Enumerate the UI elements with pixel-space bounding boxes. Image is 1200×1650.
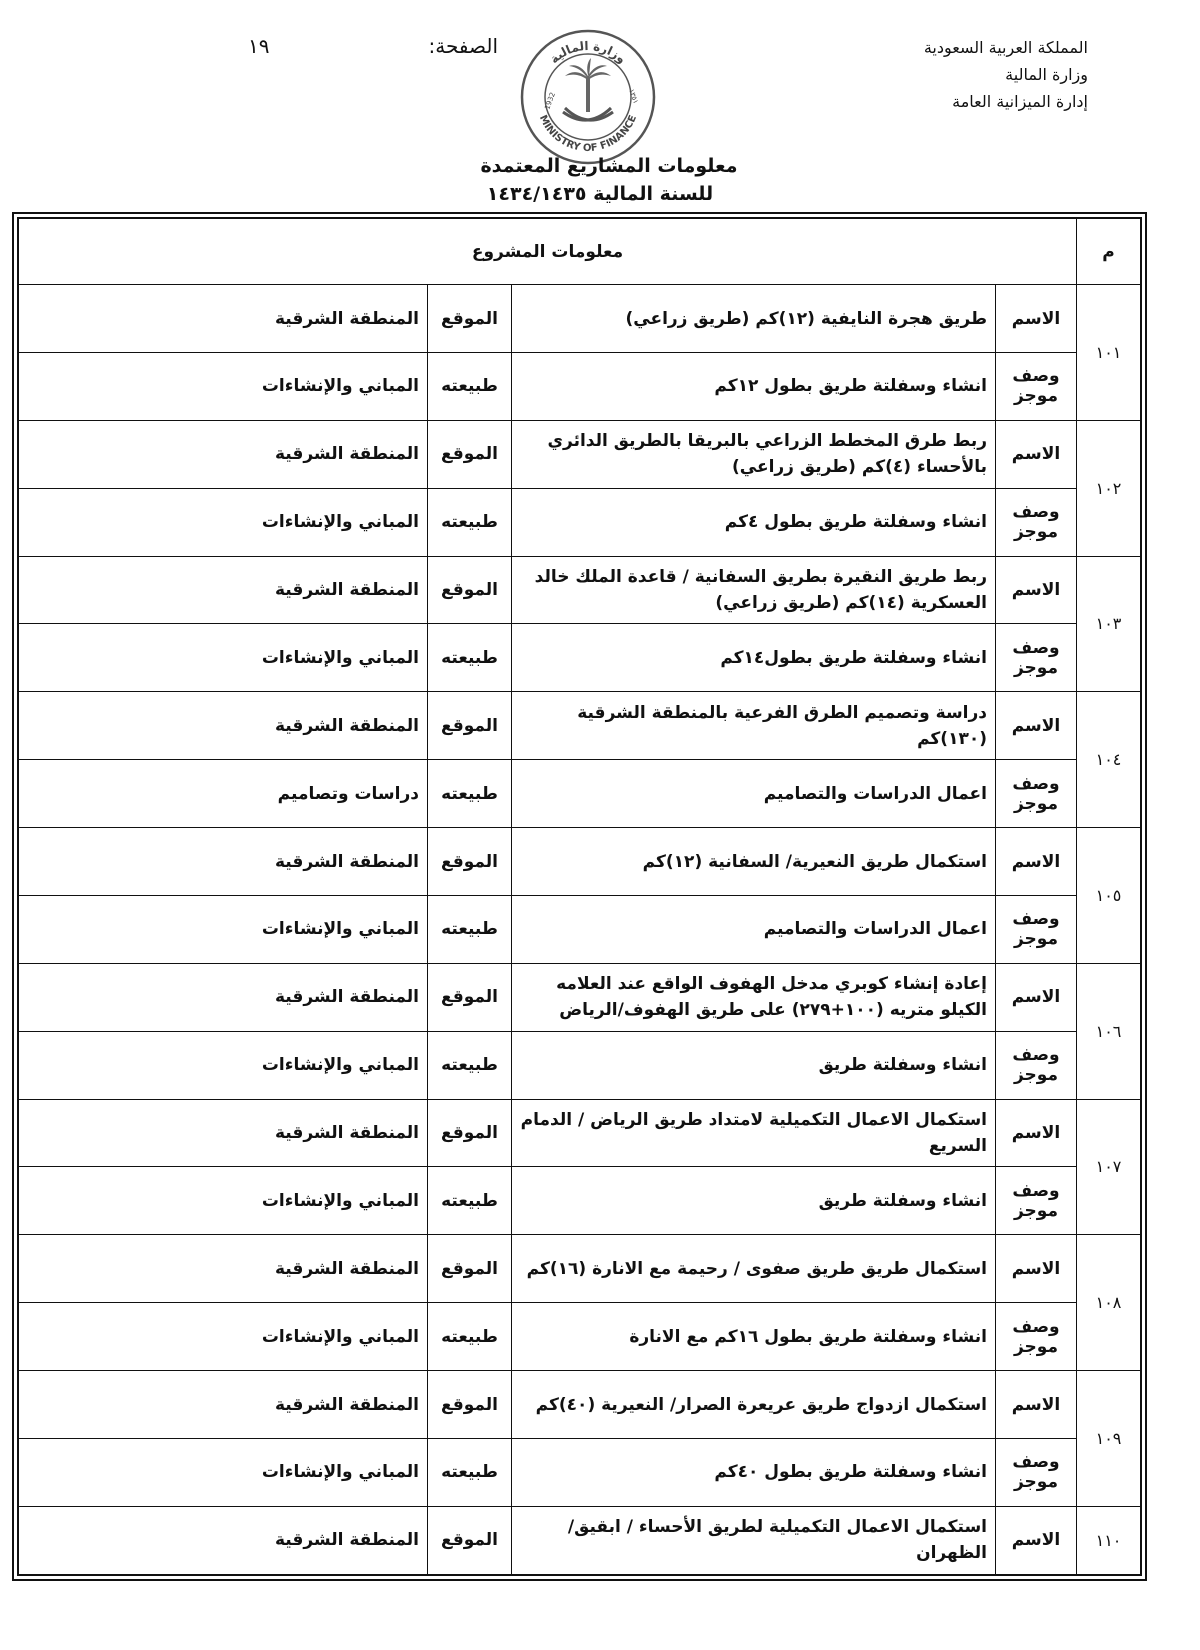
project-name: استكمال طريق النعيرية/ السفانية (١٢)كم (512, 828, 996, 896)
project-location: المنطقة الشرقية (19, 692, 428, 760)
svg-text:وزارة المالية (547, 39, 629, 67)
table-row (19, 1167, 1141, 1235)
project-nature: المباني والإنشاءات (19, 1303, 428, 1371)
project-name: طريق هجرة النايفية (١٢)كم (طريق زراعي) (512, 285, 996, 353)
label-nature: طبيعته (428, 1031, 512, 1099)
label-name: الاسم (996, 1506, 1077, 1574)
table-row (19, 895, 1141, 963)
table-row (19, 1371, 1141, 1439)
project-number: ١٠٧ (1077, 1099, 1141, 1235)
table-row (19, 828, 1141, 896)
label-name: الاسم (996, 1235, 1077, 1303)
table-row (19, 1303, 1141, 1371)
project-nature: المباني والإنشاءات (19, 1438, 428, 1506)
project-nature: المباني والإنشاءات (19, 488, 428, 556)
project-number: ١٠١ (1077, 285, 1141, 421)
project-number: ١٠٩ (1077, 1371, 1141, 1507)
logo-arabic-text: وزارة المالية (547, 38, 629, 67)
project-nature: دراسات وتصاميم (19, 760, 428, 828)
project-description: اعمال الدراسات والتصاميم (512, 760, 996, 828)
project-nature: المباني والإنشاءات (19, 1167, 428, 1235)
logo-english-text: MINISTRY OF FINANCE (536, 113, 640, 155)
label-nature: طبيعته (428, 895, 512, 963)
table-row (19, 420, 1141, 488)
org-line-ministry: وزارة المالية (1005, 65, 1088, 84)
label-description: وصف موجز (996, 1167, 1077, 1235)
table-row (19, 760, 1141, 828)
project-name: ربط طريق النقيرة بطريق السفانية / قاعدة الملك خالد العسكرية (١٤)كم (طريق زراعي) (512, 556, 996, 624)
project-description: انشاء وسفلتة طريق بطول ١٦كم مع الانارة (512, 1303, 996, 1371)
project-description: اعمال الدراسات والتصاميم (512, 895, 996, 963)
projects-table-frame (12, 212, 1147, 1581)
label-description: وصف موجز (996, 760, 1077, 828)
label-location: الموقع (428, 420, 512, 488)
project-number: ١٠٨ (1077, 1235, 1141, 1371)
project-description: انشاء وسفلتة طريق بطول ٤٠كم (512, 1438, 996, 1506)
page-label: الصفحة: (428, 34, 498, 58)
table-row (19, 352, 1141, 420)
project-nature: المباني والإنشاءات (19, 624, 428, 692)
table-row (19, 624, 1141, 692)
label-description: وصف موجز (996, 1303, 1077, 1371)
table-row (19, 1099, 1141, 1167)
table-row (19, 1506, 1141, 1574)
label-description: وصف موجز (996, 352, 1077, 420)
label-description: وصف موجز (996, 624, 1077, 692)
project-nature: المباني والإنشاءات (19, 1031, 428, 1099)
project-location: المنطقة الشرقية (19, 1235, 428, 1303)
project-number: ١١٠ (1077, 1506, 1141, 1574)
table-row (19, 692, 1141, 760)
project-name: استكمال طريق طريق صفوى / رحيمة مع الانارة (١٦)كم (512, 1235, 996, 1303)
palm-swords-emblem-icon (563, 58, 613, 120)
project-number: ١٠٥ (1077, 828, 1141, 964)
label-name: الاسم (996, 285, 1077, 353)
label-location: الموقع (428, 963, 512, 1031)
label-location: الموقع (428, 1506, 512, 1574)
project-name: دراسة وتصميم الطرق الفرعية بالمنطقة الشرقية (١٣٠)كم (512, 692, 996, 760)
label-nature: طبيعته (428, 760, 512, 828)
project-name: استكمال ازدواج طريق عريعرة الصرار/ النعيرية (٤٠)كم (512, 1371, 996, 1439)
project-name: استكمال الاعمال التكميلية لطريق الأحساء / ابقيق/ الظهران (512, 1506, 996, 1574)
project-description: انشاء وسفلتة طريق (512, 1031, 996, 1099)
label-description: وصف موجز (996, 1438, 1077, 1506)
project-nature: المباني والإنشاءات (19, 352, 428, 420)
table-row (19, 1235, 1141, 1303)
project-number: ١٠٤ (1077, 692, 1141, 828)
table-row (19, 963, 1141, 1031)
label-nature: طبيعته (428, 352, 512, 420)
page-number: ١٩ (248, 34, 270, 58)
label-nature: طبيعته (428, 624, 512, 692)
project-location: المنطقة الشرقية (19, 1506, 428, 1574)
projects-table (18, 218, 1141, 1575)
project-location: المنطقة الشرقية (19, 963, 428, 1031)
label-name: الاسم (996, 556, 1077, 624)
logo-year-left: 1932 (543, 91, 557, 111)
label-name: الاسم (996, 692, 1077, 760)
project-location: المنطقة الشرقية (19, 420, 428, 488)
table-row (19, 285, 1141, 353)
label-nature: طبيعته (428, 1438, 512, 1506)
table-row (19, 1438, 1141, 1506)
table-row (19, 556, 1141, 624)
project-location: المنطقة الشرقية (19, 1099, 428, 1167)
label-location: الموقع (428, 1099, 512, 1167)
project-name: استكمال الاعمال التكميلية لامتداد طريق الرياض / الدمام السريع (512, 1099, 996, 1167)
table-row (19, 1031, 1141, 1099)
project-location: المنطقة الشرقية (19, 1371, 428, 1439)
project-description: انشاء وسفلتة طريق بطول ١٢كم (512, 352, 996, 420)
org-line-department: إدارة الميزانية العامة (952, 92, 1088, 111)
project-description: انشاء وسفلتة طريق (512, 1167, 996, 1235)
project-number: ١٠٣ (1077, 556, 1141, 692)
project-description: انشاء وسفلتة طريق بطول ٤كم (512, 488, 996, 556)
project-location: المنطقة الشرقية (19, 285, 428, 353)
label-name: الاسم (996, 828, 1077, 896)
title-line-1: معلومات المشاريع المعتمدة (480, 155, 738, 177)
label-nature: طبيعته (428, 1167, 512, 1235)
project-description: انشاء وسفلتة طريق بطول١٤كم (512, 624, 996, 692)
label-description: وصف موجز (996, 488, 1077, 556)
project-number: ١٠٦ (1077, 963, 1141, 1099)
label-location: الموقع (428, 692, 512, 760)
project-nature: المباني والإنشاءات (19, 895, 428, 963)
table-header-row (19, 219, 1141, 285)
label-location: الموقع (428, 828, 512, 896)
label-location: الموقع (428, 1235, 512, 1303)
org-line-kingdom: المملكة العربية السعودية (923, 38, 1088, 57)
label-location: الموقع (428, 285, 512, 353)
col-header-project-info: معلومات المشروع (19, 219, 1077, 285)
project-name: ربط طرق المخطط الزراعي بالبريقا بالطريق الدائري بالأحساء (٤)كم (طريق زراعي) (512, 420, 996, 488)
label-description: وصف موجز (996, 1031, 1077, 1099)
label-description: وصف موجز (996, 895, 1077, 963)
label-name: الاسم (996, 1099, 1077, 1167)
project-location: المنطقة الشرقية (19, 828, 428, 896)
document-title (0, 152, 1200, 208)
label-name: الاسم (996, 963, 1077, 1031)
label-location: الموقع (428, 556, 512, 624)
project-location: المنطقة الشرقية (19, 556, 428, 624)
label-name: الاسم (996, 1371, 1077, 1439)
label-location: الموقع (428, 1371, 512, 1439)
label-nature: طبيعته (428, 1303, 512, 1371)
project-name: إعادة إنشاء كوبري مدخل الهفوف الواقع عند العلامه الكيلو متريه (١٠٠+٢٧٩) على طريق الهفوف/الرياض (512, 963, 996, 1031)
table-row (19, 488, 1141, 556)
col-header-number: م (1077, 219, 1141, 285)
ministry-logo (519, 28, 657, 166)
title-line-2: للسنة المالية ١٤٣٤/١٤٣٥ (486, 183, 714, 205)
label-name: الاسم (996, 420, 1077, 488)
project-number: ١٠٢ (1077, 420, 1141, 556)
org-header (924, 34, 1088, 115)
logo-year-right: ١٣٥١ (627, 87, 640, 105)
label-nature: طبيعته (428, 488, 512, 556)
